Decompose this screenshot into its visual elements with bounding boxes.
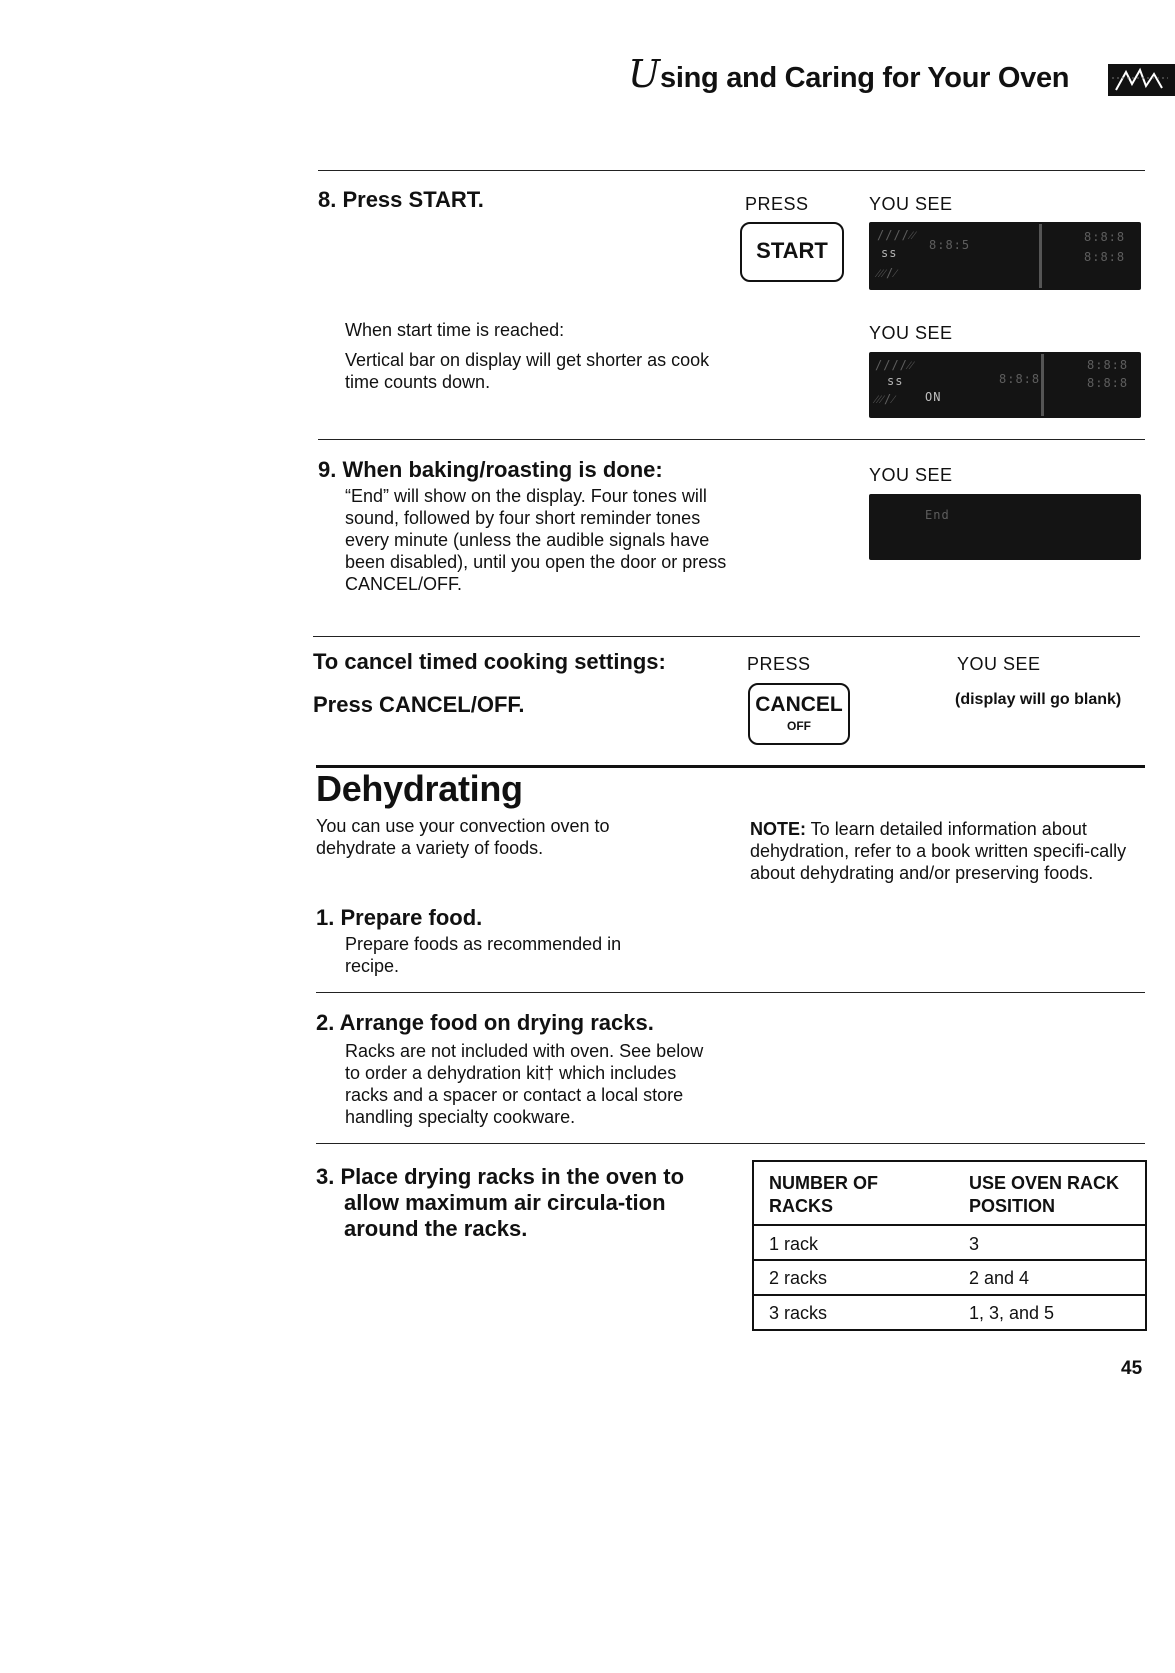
note-text: To learn detailed information about dehydration, refer to a book written specifi-cally about dehydrating and/or preserving foods. [750,819,1127,883]
section-title: Dehydrating [316,768,523,809]
step-9-text: “End” will show on the display. Four tones will sound, followed by four short reminder tones every minute (unless the audible signals have been disabled), until you open the door or press CANCEL/OFF. [345,486,727,594]
oven-display-delayed: ////⁄⁄ ss 8:8:5 ⁄⁄⁄/⁄ 8:8:8 8:8:8 [869,222,1141,290]
display-end-text: End [925,508,950,522]
oven-display-end [869,494,1141,560]
divider [313,636,1140,637]
step-9-title: 9. When baking/roasting is done: [318,457,663,482]
header-logo-mark [1108,64,1175,96]
page-header [628,52,1069,96]
start-time-heading: When start time is reached: [345,320,565,340]
cancel-off-button[interactable] [748,683,850,745]
dehydrate-step-2-text: Racks are not included with oven. See below to order a dehydration kit† which includes racks and a spacer or contact a local store handling specialty cookware. [345,1041,704,1127]
start-button[interactable] [740,222,844,282]
off-button-label: OFF [787,719,811,733]
dehydrate-step-1-text: Prepare foods as recommended in recipe. [345,934,622,976]
step-8-title: 8. Press START. [318,187,484,212]
divider [316,1143,1145,1144]
header-title: sing and Caring for Your Oven [660,62,1070,94]
dehydrating-intro: You can use your convection oven to dehydrate a variety of foods. [316,816,610,858]
table-divider [754,1294,1145,1296]
dehydrate-step-2-title: 2. Arrange food on drying racks. [316,1010,654,1035]
start-time-text: Vertical bar on display will get shorter as cook time counts down. [345,350,710,392]
table-cell-position: 2 and 4 [969,1268,1030,1288]
dehydrate-step-3-title: 3. Place drying racks in the oven to allow maximum air circula-tion around the racks. [316,1164,685,1241]
dehydrate-step-1-title: 1. Prepare food. [316,905,483,930]
display-on-indicator: ON [925,390,942,404]
oven-display-cooking: ////⁄⁄ ss ⁄⁄⁄/⁄ ON 8:8:8 8:8:8 8:8:8 [869,352,1141,418]
note-label: NOTE: [750,819,806,839]
table-cell-position: 3 [969,1234,980,1254]
header-initial: U [628,52,661,96]
table-cell-racks: 1 rack [769,1234,819,1254]
cancel-subtitle: Press CANCEL/OFF. [313,692,525,717]
dehydrating-note [750,818,1145,884]
divider [318,170,1145,171]
press-label-2: PRESS [747,654,811,674]
table-header-position: USE OVEN RACK POSITION [969,1173,1120,1216]
you-see-label-2: YOU SEE [869,323,953,343]
you-see-label-4: YOU SEE [957,654,1041,674]
table-divider [754,1259,1145,1261]
rack-position-table [752,1160,1147,1331]
table-cell-racks: 3 racks [769,1303,828,1323]
table-header-racks: NUMBER OF RACKS [769,1173,878,1216]
page-number: 45 [1121,1358,1143,1379]
cancel-button-label: CANCEL [755,693,843,716]
you-see-label: YOU SEE [869,194,953,214]
divider [316,992,1145,993]
cancel-title: To cancel timed cooking settings: [313,649,666,674]
cancel-result: (display will go blank) [955,691,1122,708]
press-label: PRESS [745,194,809,214]
start-button-label: START [756,238,828,263]
divider [318,439,1145,440]
you-see-label-3: YOU SEE [869,465,953,485]
table-cell-position: 1, 3, and 5 [969,1303,1055,1323]
table-divider [754,1224,1145,1226]
table-cell-racks: 2 racks [769,1268,828,1288]
